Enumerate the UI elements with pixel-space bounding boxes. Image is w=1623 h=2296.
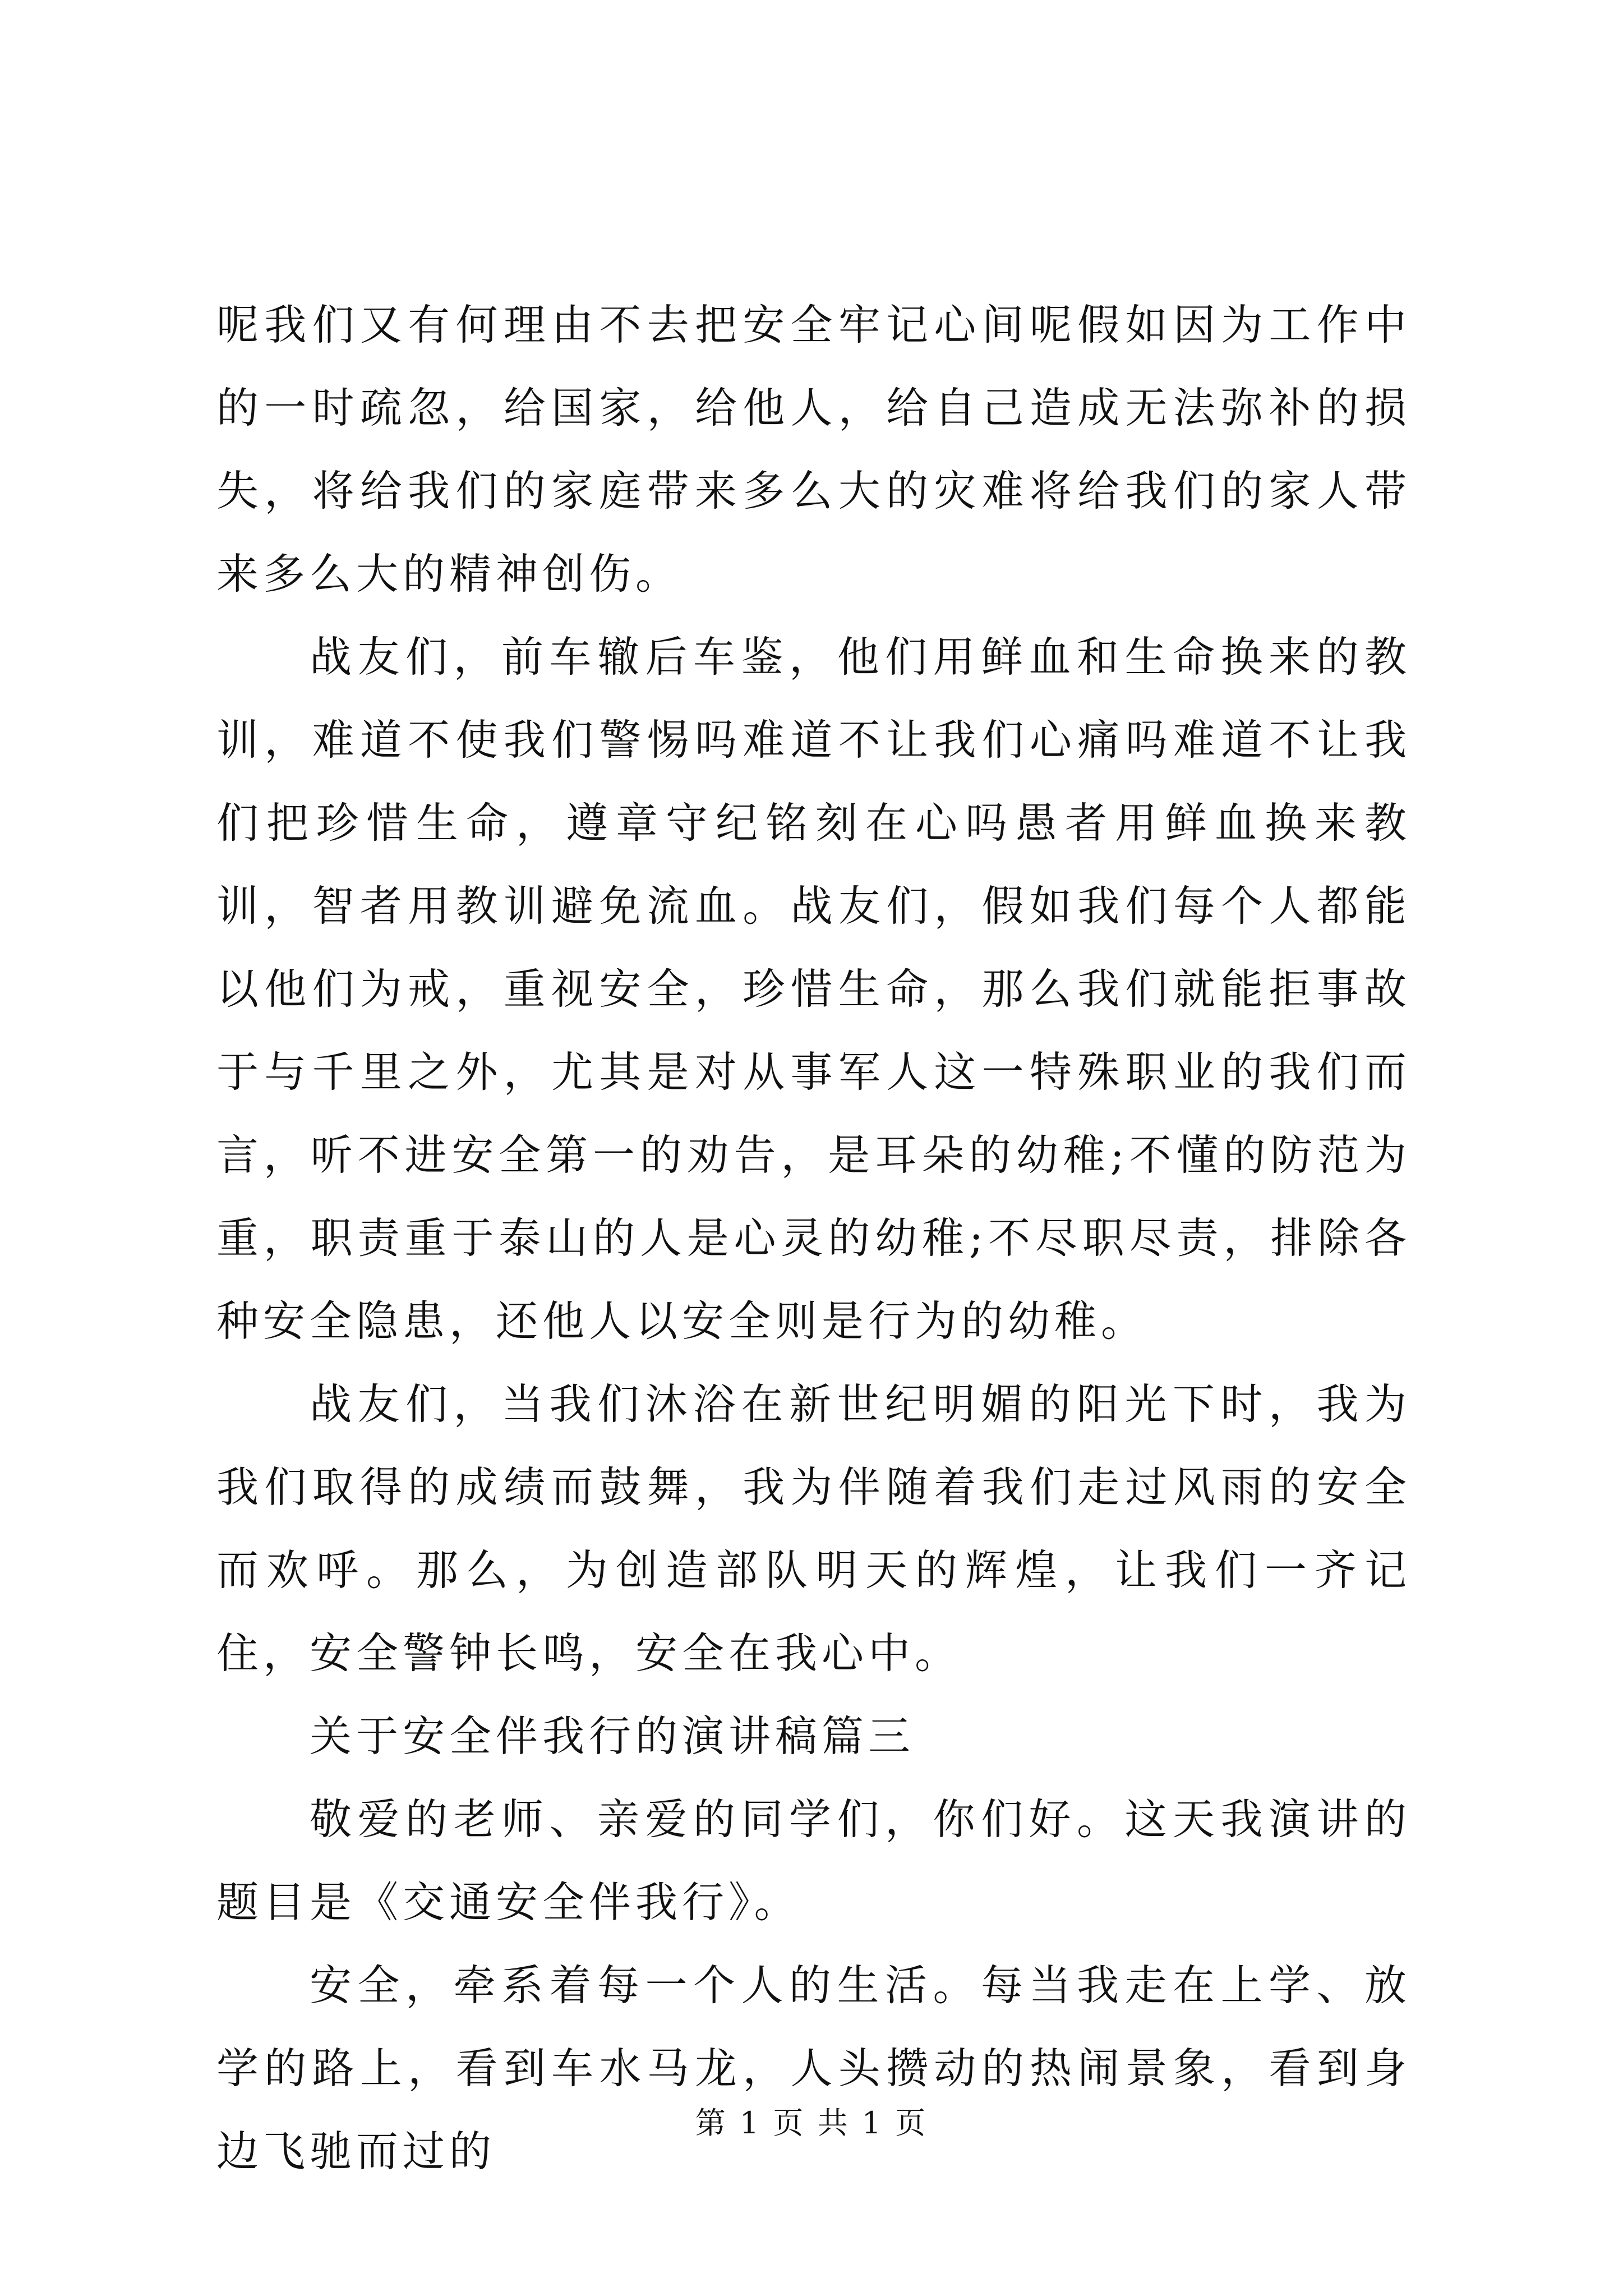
paragraph-4: 敬爱的老师、亲爱的同学们，你们好。这天我演讲的题目是《交通安全伴我行》。: [216, 1795, 1411, 1927]
paragraph-5: 安全，牵系着每一个人的生活。每当我走在上学、放学的路上，看到车水马龙，人头攒动的热闹景象，看到身边飞驰而过的: [216, 1961, 1411, 2176]
paragraph-3: 战友们，当我们沐浴在新世纪明媚的阳光下时，我为我们取得的成绩而鼓舞，我为伴随着我们走过风雨的安全而欢呼。那么，为创造部队明天的辉煌，让我们一齐记住，安全警钟长鸣，安全在我心中。: [216, 1379, 1411, 1678]
section-heading: 关于安全伴我行的演讲稿篇三: [310, 1711, 915, 1761]
page-footer: 第 1 页 共 1 页: [695, 2105, 928, 2141]
paragraph-1: 呢我们又有何理由不去把安全牢记心间呢假如因为工作中的一时疏忽，给国家，给他人，给自己造成无法弥补的损失，将给我们的家庭带来多么大的灾难将给我们的家人带来多么大的精神创伤。: [216, 300, 1411, 599]
document-body: [216, 283, 1411, 2193]
paragraph-2: 战友们，前车辙后车鉴，他们用鲜血和生命换来的教训，难道不使我们警惕吗难道不让我们心痛吗难道不让我们把珍惜生命，遵章守纪铭刻在心吗愚者用鲜血换来教训，智者用教训避免流血。战友们，假如我们每个人都能以他们为戒，重视安全，珍惜生命，那么我们就能拒事故于与千里之外，尤其是对从事军人这一特殊职业的我们而言，听不进安全第一的劝告，是耳朵的幼稚;不懂的防范为重，职责重于泰山的人是心灵的幼稚;不尽职尽责，排除各种安全隐患，还他人以安全则是行为的幼稚。: [216, 632, 1411, 1346]
